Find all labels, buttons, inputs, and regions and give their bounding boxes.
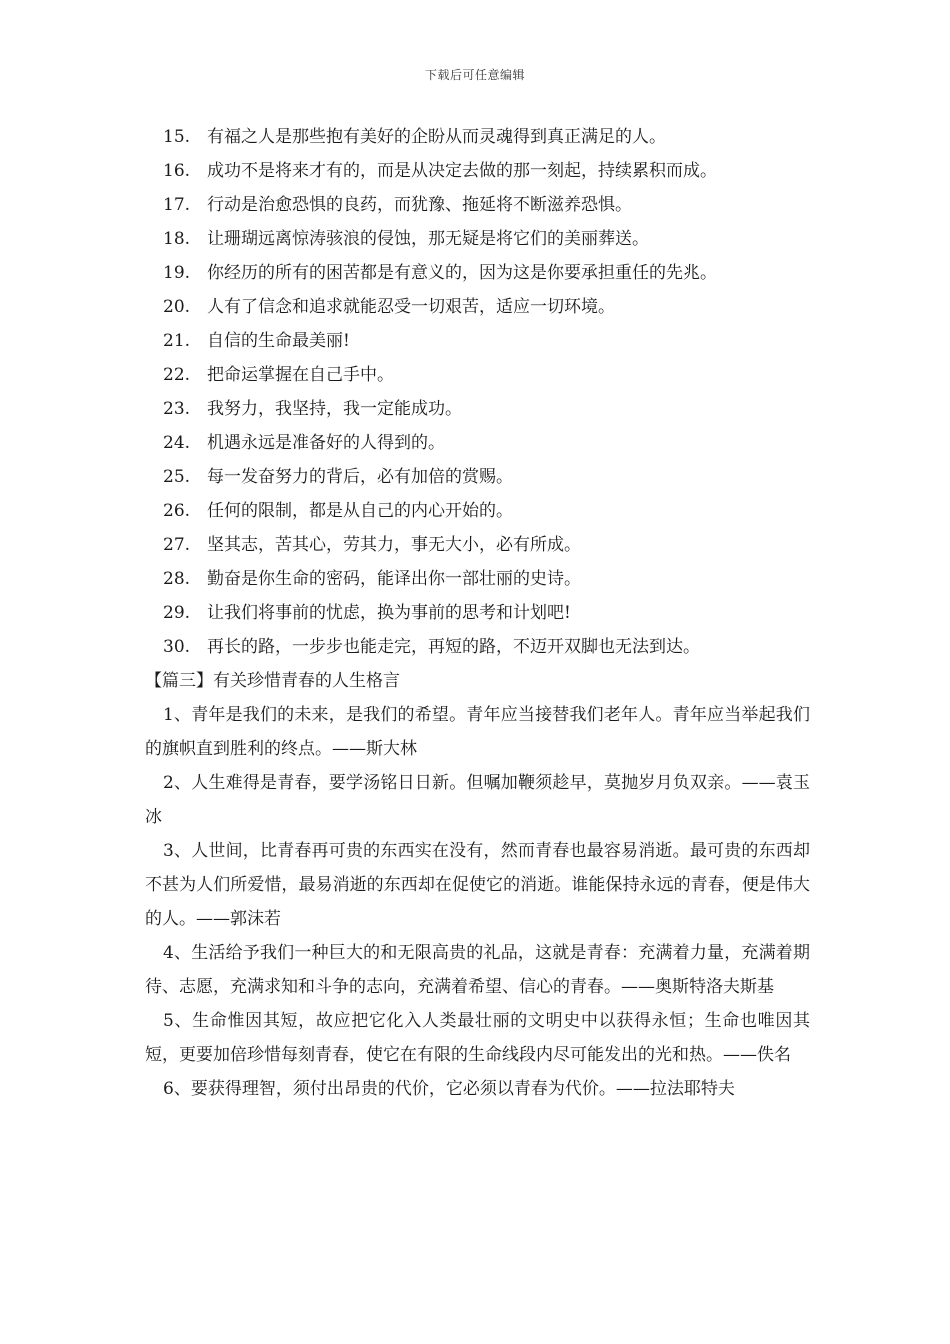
list-item-text: 你经历的所有的困苦都是有意义的，因为这是你要承担重任的先兆。 bbox=[207, 263, 717, 283]
list-item bbox=[145, 188, 810, 222]
list-item-text: 让我们将事前的忧虑，换为事前的思考和计划吧! bbox=[207, 603, 571, 623]
list-item-number: 27. bbox=[163, 535, 191, 555]
list-item bbox=[145, 562, 810, 596]
list-item-number: 21. bbox=[163, 331, 191, 351]
list-item-text: 人有了信念和追求就能忍受一切艰苦，适应一切环境。 bbox=[207, 297, 615, 317]
list-item-text: 有福之人是那些抱有美好的企盼从而灵魂得到真正满足的人。 bbox=[207, 127, 666, 147]
quote-paragraph: 2、人生难得是青春，要学汤铭日日新。但嘱加鞭须趁早，莫抛岁月负双亲。——袁玉冰 bbox=[145, 773, 810, 827]
list-item-number: 19. bbox=[163, 263, 191, 283]
list-item-text: 行动是治愈恐惧的良药，而犹豫、拖延将不断滋养恐惧。 bbox=[207, 195, 632, 215]
list-item-number: 16. bbox=[163, 161, 191, 181]
list-item-text: 让珊瑚远离惊涛骇浪的侵蚀，那无疑是将它们的美丽葬送。 bbox=[207, 229, 649, 249]
quote-paragraph: 6、要获得理智，须付出昂贵的代价，它必须以青春为代价。——拉法耶特夫 bbox=[163, 1079, 735, 1099]
list-item-number: 18. bbox=[163, 229, 191, 249]
list-item bbox=[145, 222, 810, 256]
document-body bbox=[145, 120, 810, 1106]
list-item-number: 15. bbox=[163, 127, 191, 147]
list-item-text: 坚其志，苦其心，劳其力，事无大小，必有所成。 bbox=[207, 535, 581, 555]
quote-paragraph: 4、生活给予我们一种巨大的和无限高贵的礼品，这就是青春：充满着力量，充满着期待、志愿，充满求知和斗争的志向，充满着希望、信心的青春。——奥斯特洛夫斯基 bbox=[145, 943, 810, 997]
list-item-number: 22. bbox=[163, 365, 191, 385]
list-item bbox=[145, 426, 810, 460]
list-item-text: 勤奋是你生命的密码，能译出你一部壮丽的史诗。 bbox=[207, 569, 581, 589]
list-item bbox=[145, 528, 810, 562]
list-item-number: 20. bbox=[163, 297, 191, 317]
quote-paragraph: 5、生命惟因其短，故应把它化入人类最壮丽的文明史中以获得永恒；生命也唯因其短，更要加倍珍惜每刻青春，使它在有限的生命线段内尽可能发出的光和热。——佚名 bbox=[145, 1011, 810, 1065]
list-item bbox=[145, 324, 810, 358]
list-item bbox=[145, 154, 810, 188]
list-item-number: 26. bbox=[163, 501, 191, 521]
list-item-number: 29. bbox=[163, 603, 191, 623]
list-item bbox=[145, 392, 810, 426]
list-item-number: 30. bbox=[163, 637, 191, 657]
list-item-number: 28. bbox=[163, 569, 191, 589]
list-item-number: 24. bbox=[163, 433, 191, 453]
list-item-text: 机遇永远是准备好的人得到的。 bbox=[207, 433, 445, 453]
section-title: 【篇三】有关珍惜青春的人生格言 bbox=[145, 671, 400, 691]
quote-paragraph: 1、青年是我们的未来，是我们的希望。青年应当接替我们老年人。青年应当举起我们的旗帜直到胜利的终点。——斯大林 bbox=[145, 705, 810, 759]
list-item-text: 任何的限制，都是从自己的内心开始的。 bbox=[207, 501, 513, 521]
list-item-number: 23. bbox=[163, 399, 191, 419]
list-item bbox=[145, 358, 810, 392]
list-item bbox=[145, 120, 810, 154]
page-header: 下载后可任意编辑 bbox=[424, 68, 525, 82]
list-item-text: 再长的路，一步步也能走完，再短的路，不迈开双脚也无法到达。 bbox=[207, 637, 700, 657]
list-item-text: 把命运掌握在自己手中。 bbox=[207, 365, 394, 385]
quote-paragraph: 3、人世间，比青春再可贵的东西实在没有，然而青春也最容易消逝。最可贵的东西却不甚为人们所爱惜，最易消逝的东西却在促使它的消逝。谁能保持永远的青春，便是伟大的人。——郭沫若 bbox=[145, 841, 810, 929]
list-item-number: 17. bbox=[163, 195, 191, 215]
list-item-text: 我努力，我坚持，我一定能成功。 bbox=[207, 399, 462, 419]
list-item bbox=[145, 256, 810, 290]
list-item-text: 成功不是将来才有的，而是从决定去做的那一刻起，持续累积而成。 bbox=[207, 161, 717, 181]
list-item-text: 每一发奋努力的背后，必有加倍的赏赐。 bbox=[207, 467, 513, 487]
list-item bbox=[145, 460, 810, 494]
list-item-text: 自信的生命最美丽! bbox=[207, 331, 350, 351]
list-item-number: 25. bbox=[163, 467, 191, 487]
list-item bbox=[145, 494, 810, 528]
list-item bbox=[145, 630, 810, 664]
list-item bbox=[145, 290, 810, 324]
list-item bbox=[145, 596, 810, 630]
numbered-list bbox=[145, 120, 810, 664]
